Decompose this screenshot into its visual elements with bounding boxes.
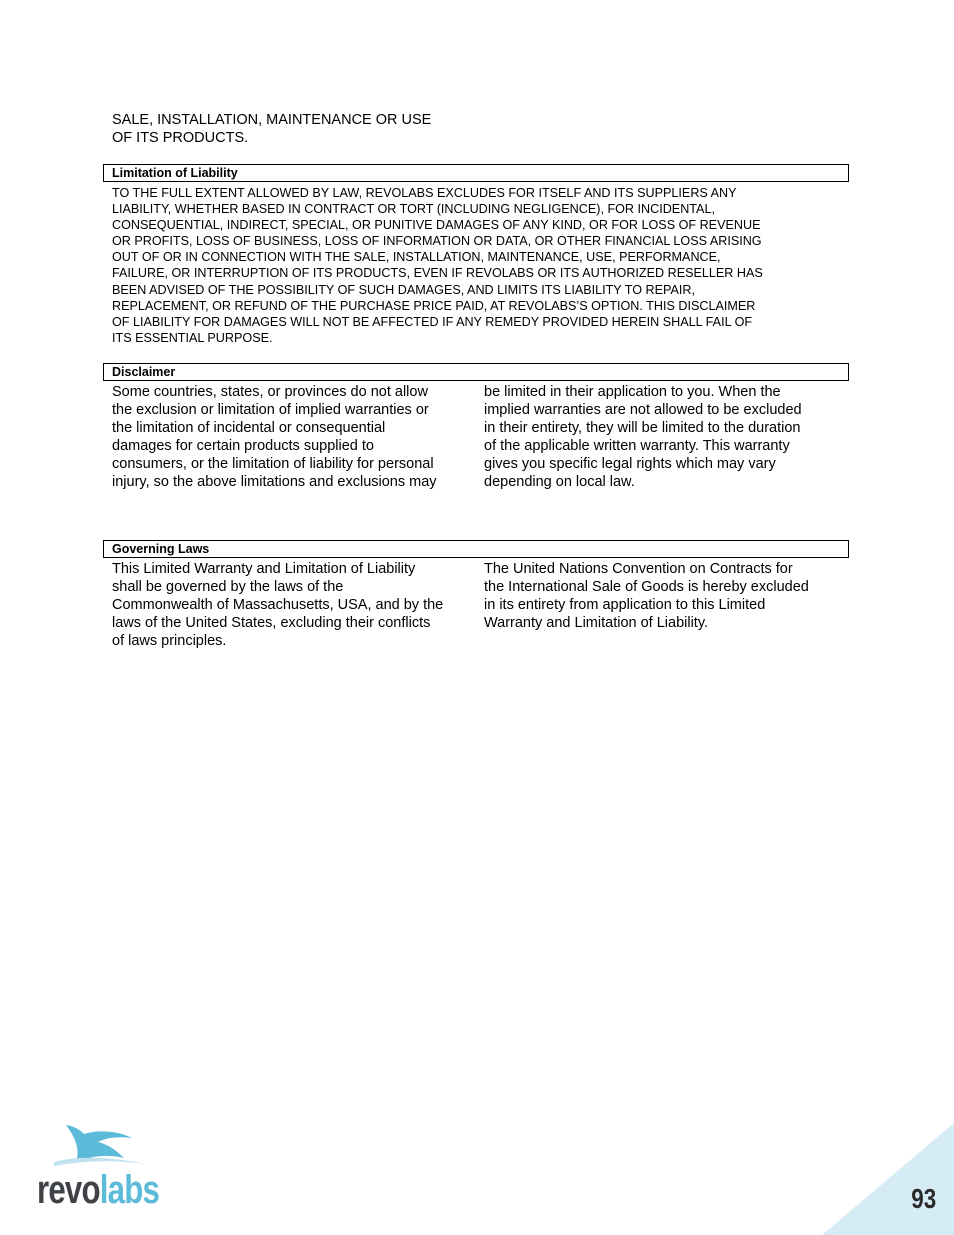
body-line: REPLACEMENT, OR REFUND OF THE PURCHASE PRICE PAID, AT REVOLABS’S OPTION. THIS DISCLAIMER	[112, 298, 756, 313]
body-line: OF LIABILITY FOR DAMAGES WILL NOT BE AFFECTED IF ANY REMEDY PROVIDED HEREIN SHALL FAIL OF	[112, 314, 753, 329]
limitation-body	[112, 185, 847, 346]
governing-right-column	[484, 560, 846, 632]
intro-line: OF ITS PRODUCTS.	[112, 130, 249, 146]
body-line: CONSEQUENTIAL, INDIRECT, SPECIAL, OR PUNITIVE DAMAGES OF ANY KIND, OR FOR LOSS OF REVENUE	[112, 218, 761, 233]
intro-line: SALE, INSTALLATION, MAINTENANCE OR USE	[112, 112, 432, 128]
body-line: implied warranties are not allowed to be excluded	[484, 402, 802, 418]
body-line: OR PROFITS, LOSS OF BUSINESS, LOSS OF INFORMATION OR DATA, OR OTHER FINANCIAL LOSS ARISING	[112, 234, 762, 249]
body-line: depending on local law.	[484, 474, 635, 490]
body-line: shall be governed by the laws of the	[112, 579, 344, 595]
body-line: of laws principles.	[112, 633, 227, 649]
body-line: damages for certain products supplied to	[112, 438, 374, 454]
body-line: gives you specific legal rights which may vary	[484, 456, 776, 472]
body-line: the International Sale of Goods is hereby excluded	[484, 579, 809, 595]
logo-text-part: revo	[37, 1168, 100, 1212]
body-line: TO THE FULL EXTENT ALLOWED BY LAW, REVOLABS EXCLUDES FOR ITSELF AND ITS SUPPLIERS ANY	[112, 186, 737, 200]
body-line: the exclusion or limitation of implied warranties or	[112, 402, 429, 418]
body-line: in its entirety from application to this Limited	[484, 597, 766, 613]
body-line: LIABILITY, WHETHER BASED IN CONTRACT OR TORT (INCLUDING NEGLIGENCE), FOR INCIDENTAL,	[112, 202, 715, 217]
revolabs-logo-text	[37, 1168, 159, 1212]
body-line: Some countries, states, or provinces do not allow	[112, 384, 428, 400]
disclaimer-left-column	[112, 383, 474, 491]
governing-left-column	[112, 560, 474, 650]
limitation-heading: Limitation of Liability	[103, 164, 849, 182]
body-line: FAILURE, OR INTERRUPTION OF ITS PRODUCTS, EVEN IF REVOLABS OR ITS AUTHORIZED RESELLER HAS	[112, 266, 763, 281]
body-line: the limitation of incidental or consequential	[112, 420, 386, 436]
body-line: ITS ESSENTIAL PURPOSE.	[112, 330, 273, 345]
disclaimer-right-column	[484, 383, 846, 491]
body-line: be limited in their application to you. When the	[484, 384, 781, 400]
body-line: Warranty and Limitation of Liability.	[484, 615, 709, 631]
body-line: Commonwealth of Massachusetts, USA, and by the	[112, 597, 444, 613]
body-line: This Limited Warranty and Limitation of Liability	[112, 561, 416, 577]
disclaimer-heading: Disclaimer	[103, 363, 849, 381]
page-number: 93	[911, 1183, 936, 1214]
body-line: The United Nations Convention on Contracts for	[484, 561, 793, 577]
body-line: injury, so the above limitations and exclusions may	[112, 474, 437, 490]
body-line: of the applicable written warranty. This warranty	[484, 438, 790, 454]
page-corner-triangle	[822, 1123, 954, 1235]
body-line: in their entirety, they will be limited to the duration	[484, 420, 801, 436]
body-line: consumers, or the limitation of liability for personal	[112, 456, 434, 472]
governing-laws-heading: Governing Laws	[103, 540, 849, 558]
body-line: BEEN ADVISED OF THE POSSIBILITY OF SUCH DAMAGES, AND LIMITS ITS LIABILITY TO REPAIR,	[112, 282, 695, 297]
intro-text	[112, 111, 532, 147]
body-line: laws of the United States, excluding their conflicts	[112, 615, 431, 631]
logo-text-part: labs	[99, 1168, 160, 1212]
body-line: OUT OF OR IN CONNECTION WITH THE SALE, INSTALLATION, MAINTENANCE, USE, PERFORMANCE,	[112, 250, 721, 265]
